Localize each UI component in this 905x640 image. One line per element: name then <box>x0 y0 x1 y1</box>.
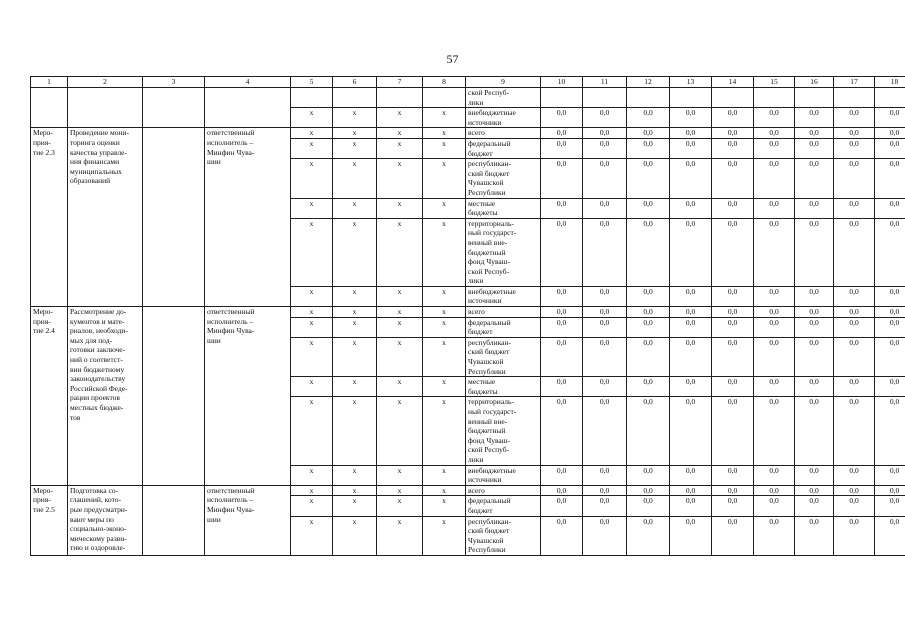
header-cell: 4 <box>205 77 291 88</box>
value-cell: 0,0 <box>712 496 754 516</box>
marker-cell: x <box>291 485 333 496</box>
col3-cell <box>143 485 205 555</box>
value-cell: 0,0 <box>834 377 875 397</box>
value-cell: 0,0 <box>754 317 795 337</box>
marker-cell: x <box>423 198 466 218</box>
value-cell: 0,0 <box>754 138 795 158</box>
source-cell: федеральный бюджет <box>466 317 541 337</box>
executor-cell: ответственный исполнитель – Минфин Чува- шии <box>205 307 291 486</box>
value-cell: 0,0 <box>875 516 905 555</box>
marker-cell: x <box>377 496 423 516</box>
value-cell: 0,0 <box>541 397 583 465</box>
marker-cell: x <box>333 377 377 397</box>
value-cell: 0,0 <box>754 337 795 376</box>
source-cell: внебюджетные источники <box>466 108 541 128</box>
value-cell: 0,0 <box>875 198 905 218</box>
value-cell: 0,0 <box>541 218 583 286</box>
value-cell: 0,0 <box>754 198 795 218</box>
value-cell: 0,0 <box>795 317 834 337</box>
value-cell <box>541 88 583 108</box>
header-cell: 14 <box>712 77 754 88</box>
source-cell: территориаль- ный государст- венный вне- бюджетный фонд Чуваш- ской Респуб- лики <box>466 218 541 286</box>
marker-cell: x <box>333 218 377 286</box>
value-cell: 0,0 <box>712 286 754 306</box>
value-cell: 0,0 <box>754 516 795 555</box>
value-cell: 0,0 <box>583 138 627 158</box>
value-cell: 0,0 <box>875 337 905 376</box>
marker-cell: x <box>377 397 423 465</box>
value-cell: 0,0 <box>541 128 583 139</box>
value-cell: 0,0 <box>627 496 670 516</box>
value-cell: 0,0 <box>541 159 583 198</box>
value-cell: 0,0 <box>754 108 795 128</box>
marker-cell: x <box>423 516 466 555</box>
value-cell <box>875 88 905 108</box>
value-cell: 0,0 <box>627 198 670 218</box>
value-cell: 0,0 <box>795 159 834 198</box>
marker-cell: x <box>423 108 466 128</box>
value-cell: 0,0 <box>583 516 627 555</box>
value-cell: 0,0 <box>754 307 795 318</box>
event-cell: Меро- прия- тие 2.4 <box>31 307 68 486</box>
marker-cell: x <box>333 128 377 139</box>
marker-cell: x <box>377 159 423 198</box>
value-cell: 0,0 <box>670 128 712 139</box>
value-cell: 0,0 <box>754 377 795 397</box>
value-cell: 0,0 <box>875 218 905 286</box>
value-cell: 0,0 <box>834 317 875 337</box>
value-cell: 0,0 <box>670 496 712 516</box>
marker-cell: x <box>377 108 423 128</box>
value-cell <box>627 88 670 108</box>
header-cell: 15 <box>754 77 795 88</box>
marker-cell: x <box>423 496 466 516</box>
marker-cell: x <box>377 198 423 218</box>
value-cell: 0,0 <box>834 128 875 139</box>
value-cell: 0,0 <box>875 286 905 306</box>
name-cell: Проведение мони- торинга оценки качества управле- ния финансами муниципальных образований <box>68 128 143 307</box>
value-cell: 0,0 <box>834 516 875 555</box>
value-cell: 0,0 <box>875 128 905 139</box>
value-cell: 0,0 <box>627 485 670 496</box>
table-row <box>31 307 905 318</box>
value-cell: 0,0 <box>583 337 627 376</box>
value-cell: 0,0 <box>795 286 834 306</box>
source-cell: республикан- ский бюджет Чувашской Республики <box>466 337 541 376</box>
marker-cell: x <box>291 159 333 198</box>
value-cell: 0,0 <box>795 337 834 376</box>
header-cell: 11 <box>583 77 627 88</box>
marker-cell: x <box>423 138 466 158</box>
value-cell: 0,0 <box>670 218 712 286</box>
value-cell: 0,0 <box>670 317 712 337</box>
marker-cell: x <box>377 377 423 397</box>
marker-cell: x <box>333 108 377 128</box>
value-cell: 0,0 <box>541 516 583 555</box>
event-cell: Меро- прия- тие 2.5 <box>31 485 68 555</box>
source-cell: республикан- ский бюджет Чувашской Республики <box>466 159 541 198</box>
value-cell: 0,0 <box>541 198 583 218</box>
header-row <box>31 77 905 88</box>
value-cell: 0,0 <box>583 218 627 286</box>
value-cell: 0,0 <box>712 159 754 198</box>
header-cell: 18 <box>875 77 905 88</box>
marker-cell: x <box>291 307 333 318</box>
marker-cell: x <box>377 138 423 158</box>
name-cell <box>68 88 143 128</box>
value-cell: 0,0 <box>583 286 627 306</box>
value-cell: 0,0 <box>583 465 627 485</box>
value-cell: 0,0 <box>795 128 834 139</box>
value-cell: 0,0 <box>627 286 670 306</box>
value-cell: 0,0 <box>541 108 583 128</box>
table-row <box>31 485 905 496</box>
value-cell: 0,0 <box>670 516 712 555</box>
value-cell: 0,0 <box>712 485 754 496</box>
value-cell: 0,0 <box>541 377 583 397</box>
value-cell: 0,0 <box>712 307 754 318</box>
marker-cell: x <box>333 485 377 496</box>
value-cell: 0,0 <box>712 397 754 465</box>
header-cell: 2 <box>68 77 143 88</box>
value-cell <box>712 88 754 108</box>
value-cell: 0,0 <box>541 496 583 516</box>
source-cell: всего <box>466 485 541 496</box>
value-cell: 0,0 <box>670 108 712 128</box>
value-cell: 0,0 <box>627 108 670 128</box>
marker-cell <box>377 88 423 108</box>
marker-cell: x <box>333 138 377 158</box>
value-cell: 0,0 <box>541 286 583 306</box>
marker-cell: x <box>423 337 466 376</box>
value-cell: 0,0 <box>754 465 795 485</box>
header-cell: 6 <box>333 77 377 88</box>
header-cell: 9 <box>466 77 541 88</box>
value-cell: 0,0 <box>795 138 834 158</box>
marker-cell: x <box>291 465 333 485</box>
value-cell: 0,0 <box>712 198 754 218</box>
value-cell: 0,0 <box>712 337 754 376</box>
value-cell: 0,0 <box>541 465 583 485</box>
value-cell: 0,0 <box>627 128 670 139</box>
marker-cell: x <box>291 286 333 306</box>
marker-cell: x <box>291 128 333 139</box>
source-cell: федеральный бюджет <box>466 496 541 516</box>
value-cell: 0,0 <box>712 218 754 286</box>
value-cell: 0,0 <box>627 138 670 158</box>
header-cell: 7 <box>377 77 423 88</box>
executor-cell: ответственный исполнитель – Минфин Чува- шии <box>205 128 291 307</box>
marker-cell: x <box>333 317 377 337</box>
name-cell: Рассмотрение до- кументов и мате- риалов, необходи- мых для под- готовки заключе- ний о соответст- вии бюджетному законодательству Российской Феде- рации проектов местных бюдже- тов <box>68 307 143 486</box>
marker-cell: x <box>333 516 377 555</box>
header-cell: 8 <box>423 77 466 88</box>
marker-cell: x <box>333 286 377 306</box>
table-row <box>31 88 905 108</box>
marker-cell <box>291 88 333 108</box>
marker-cell: x <box>423 397 466 465</box>
marker-cell: x <box>377 128 423 139</box>
value-cell: 0,0 <box>627 307 670 318</box>
marker-cell: x <box>333 465 377 485</box>
marker-cell: x <box>291 337 333 376</box>
table-row <box>31 128 905 139</box>
value-cell: 0,0 <box>583 317 627 337</box>
value-cell: 0,0 <box>795 377 834 397</box>
col3-cell <box>143 128 205 307</box>
header-cell: 13 <box>670 77 712 88</box>
value-cell: 0,0 <box>583 485 627 496</box>
value-cell: 0,0 <box>712 377 754 397</box>
page-number: 57 <box>446 52 459 66</box>
value-cell: 0,0 <box>754 496 795 516</box>
value-cell: 0,0 <box>670 397 712 465</box>
name-cell: Подготовка со- глашений, кото- рые предусматри- вают меры по социально-эконо- мическому разви- тию и оздоровле- <box>68 485 143 555</box>
value-cell: 0,0 <box>875 138 905 158</box>
value-cell: 0,0 <box>795 397 834 465</box>
value-cell: 0,0 <box>754 485 795 496</box>
value-cell: 0,0 <box>875 307 905 318</box>
financing-table <box>30 76 905 556</box>
marker-cell: x <box>291 496 333 516</box>
executor-cell <box>205 88 291 128</box>
value-cell: 0,0 <box>875 496 905 516</box>
value-cell: 0,0 <box>754 218 795 286</box>
value-cell: 0,0 <box>834 108 875 128</box>
value-cell: 0,0 <box>754 128 795 139</box>
value-cell: 0,0 <box>583 377 627 397</box>
value-cell: 0,0 <box>875 485 905 496</box>
value-cell: 0,0 <box>834 496 875 516</box>
value-cell: 0,0 <box>875 465 905 485</box>
source-cell: всего <box>466 307 541 318</box>
marker-cell: x <box>291 108 333 128</box>
marker-cell: x <box>377 465 423 485</box>
source-cell: территориаль- ный государст- венный вне- бюджетный фонд Чуваш- ской Респуб- лики <box>466 397 541 465</box>
value-cell: 0,0 <box>875 377 905 397</box>
marker-cell: x <box>423 377 466 397</box>
value-cell: 0,0 <box>795 198 834 218</box>
value-cell: 0,0 <box>583 128 627 139</box>
value-cell: 0,0 <box>712 317 754 337</box>
marker-cell: x <box>291 377 333 397</box>
value-cell <box>834 88 875 108</box>
source-cell: внебюджетные источники <box>466 465 541 485</box>
source-cell: ской Респуб- лики <box>466 88 541 108</box>
marker-cell: x <box>377 516 423 555</box>
value-cell: 0,0 <box>834 397 875 465</box>
value-cell: 0,0 <box>834 218 875 286</box>
value-cell: 0,0 <box>541 485 583 496</box>
marker-cell: x <box>423 465 466 485</box>
marker-cell: x <box>423 317 466 337</box>
value-cell: 0,0 <box>712 465 754 485</box>
value-cell: 0,0 <box>583 159 627 198</box>
value-cell: 0,0 <box>670 307 712 318</box>
marker-cell: x <box>333 496 377 516</box>
value-cell: 0,0 <box>627 465 670 485</box>
source-cell: федеральный бюджет <box>466 138 541 158</box>
marker-cell: x <box>377 317 423 337</box>
marker-cell <box>423 88 466 108</box>
marker-cell: x <box>333 159 377 198</box>
marker-cell: x <box>423 218 466 286</box>
source-cell: местные бюджеты <box>466 198 541 218</box>
marker-cell: x <box>291 138 333 158</box>
value-cell: 0,0 <box>670 138 712 158</box>
marker-cell: x <box>291 397 333 465</box>
source-cell: республикан- ский бюджет Чувашской Республики <box>466 516 541 555</box>
marker-cell: x <box>423 128 466 139</box>
col3-cell <box>143 88 205 128</box>
value-cell: 0,0 <box>834 198 875 218</box>
value-cell <box>583 88 627 108</box>
value-cell: 0,0 <box>583 307 627 318</box>
marker-cell: x <box>333 337 377 376</box>
value-cell: 0,0 <box>541 317 583 337</box>
value-cell: 0,0 <box>795 108 834 128</box>
marker-cell: x <box>423 485 466 496</box>
value-cell: 0,0 <box>583 496 627 516</box>
value-cell: 0,0 <box>834 159 875 198</box>
marker-cell: x <box>291 218 333 286</box>
marker-cell: x <box>291 317 333 337</box>
value-cell: 0,0 <box>670 286 712 306</box>
value-cell: 0,0 <box>754 286 795 306</box>
header-cell: 3 <box>143 77 205 88</box>
value-cell: 0,0 <box>795 496 834 516</box>
value-cell: 0,0 <box>670 485 712 496</box>
value-cell: 0,0 <box>834 485 875 496</box>
value-cell <box>670 88 712 108</box>
marker-cell: x <box>333 307 377 318</box>
source-cell: местные бюджеты <box>466 377 541 397</box>
header-cell: 1 <box>31 77 68 88</box>
value-cell: 0,0 <box>712 108 754 128</box>
header-cell: 17 <box>834 77 875 88</box>
value-cell: 0,0 <box>670 377 712 397</box>
value-cell: 0,0 <box>834 337 875 376</box>
value-cell: 0,0 <box>627 516 670 555</box>
value-cell: 0,0 <box>627 317 670 337</box>
value-cell: 0,0 <box>834 465 875 485</box>
source-cell: всего <box>466 128 541 139</box>
marker-cell: x <box>423 307 466 318</box>
marker-cell: x <box>377 485 423 496</box>
value-cell: 0,0 <box>670 337 712 376</box>
value-cell: 0,0 <box>583 108 627 128</box>
header-cell: 5 <box>291 77 333 88</box>
marker-cell: x <box>333 397 377 465</box>
value-cell <box>754 88 795 108</box>
value-cell: 0,0 <box>541 138 583 158</box>
marker-cell: x <box>423 286 466 306</box>
value-cell: 0,0 <box>795 516 834 555</box>
header-cell: 16 <box>795 77 834 88</box>
value-cell: 0,0 <box>834 138 875 158</box>
event-cell <box>31 88 68 128</box>
value-cell: 0,0 <box>712 138 754 158</box>
marker-cell: x <box>291 198 333 218</box>
value-cell: 0,0 <box>627 159 670 198</box>
value-cell: 0,0 <box>795 218 834 286</box>
value-cell: 0,0 <box>670 465 712 485</box>
header-cell: 10 <box>541 77 583 88</box>
value-cell: 0,0 <box>795 307 834 318</box>
marker-cell: x <box>333 198 377 218</box>
value-cell: 0,0 <box>670 198 712 218</box>
value-cell: 0,0 <box>627 337 670 376</box>
value-cell: 0,0 <box>875 159 905 198</box>
marker-cell <box>333 88 377 108</box>
value-cell: 0,0 <box>754 159 795 198</box>
marker-cell: x <box>377 286 423 306</box>
value-cell: 0,0 <box>875 397 905 465</box>
col3-cell <box>143 307 205 486</box>
event-cell: Меро- прия- тие 2.3 <box>31 128 68 307</box>
marker-cell: x <box>377 337 423 376</box>
marker-cell: x <box>291 516 333 555</box>
value-cell: 0,0 <box>627 397 670 465</box>
value-cell: 0,0 <box>712 128 754 139</box>
value-cell: 0,0 <box>627 218 670 286</box>
value-cell: 0,0 <box>834 307 875 318</box>
value-cell: 0,0 <box>875 317 905 337</box>
executor-cell: ответственный исполнитель – Минфин Чува- шии <box>205 485 291 555</box>
value-cell: 0,0 <box>583 198 627 218</box>
value-cell: 0,0 <box>541 337 583 376</box>
value-cell <box>795 88 834 108</box>
value-cell: 0,0 <box>670 159 712 198</box>
source-cell: внебюджетные источники <box>466 286 541 306</box>
value-cell: 0,0 <box>795 485 834 496</box>
value-cell: 0,0 <box>754 397 795 465</box>
marker-cell: x <box>377 218 423 286</box>
value-cell: 0,0 <box>834 286 875 306</box>
value-cell: 0,0 <box>541 307 583 318</box>
value-cell: 0,0 <box>795 465 834 485</box>
value-cell: 0,0 <box>712 516 754 555</box>
value-cell: 0,0 <box>627 377 670 397</box>
marker-cell: x <box>377 307 423 318</box>
header-cell: 12 <box>627 77 670 88</box>
marker-cell: x <box>423 159 466 198</box>
value-cell: 0,0 <box>875 108 905 128</box>
value-cell: 0,0 <box>583 397 627 465</box>
